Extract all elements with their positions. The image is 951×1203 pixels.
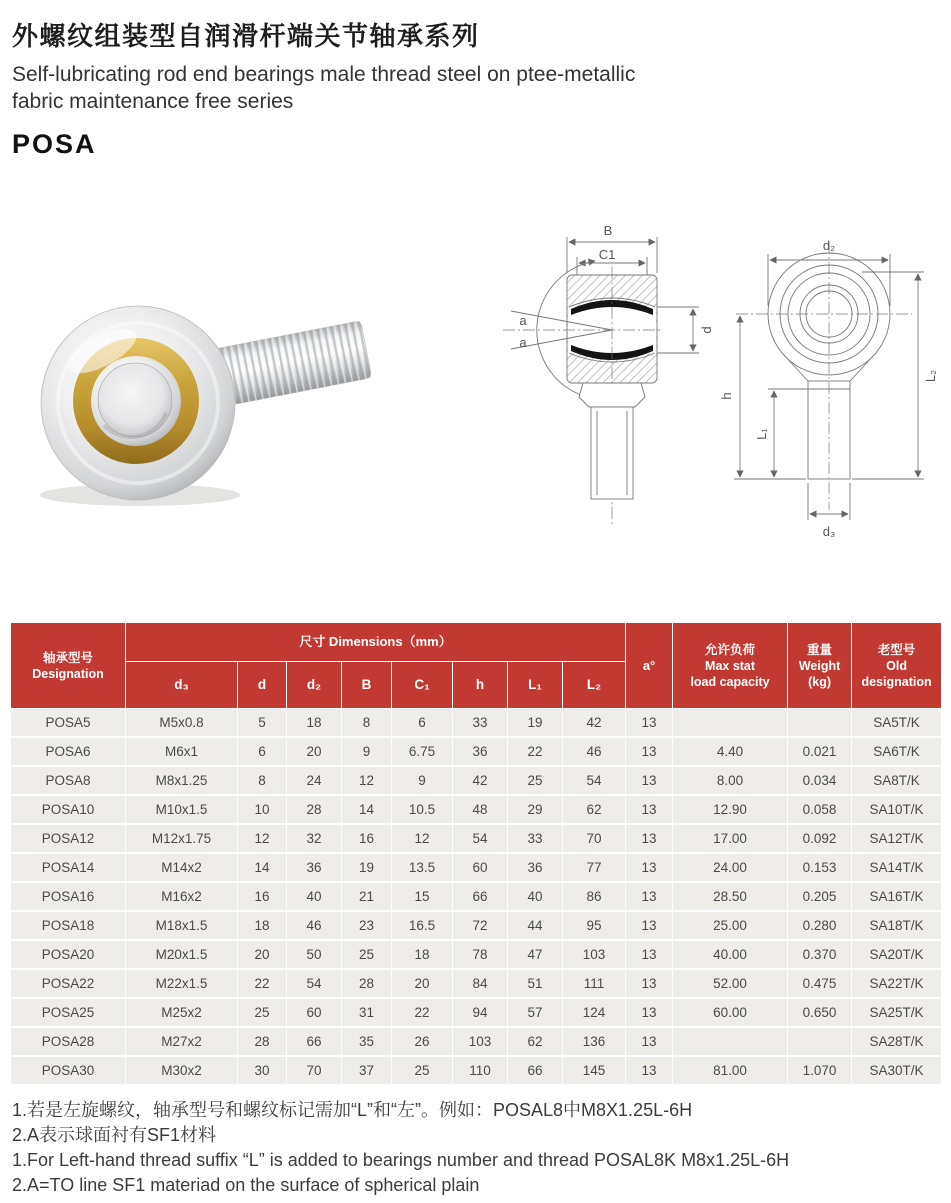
cell-d3: M27x2	[126, 1027, 238, 1056]
cell-L2: 111	[563, 969, 626, 998]
cell-d: 30	[238, 1056, 287, 1085]
footer-notes	[12, 1098, 942, 1198]
designation-zh: 轴承型号	[42, 650, 93, 665]
cell-C1: 20	[392, 969, 453, 998]
page-title-zh: 外螺纹组装型自润滑杆端关节轴承系列	[12, 21, 480, 51]
cell-L1: 19	[508, 709, 563, 738]
cell-old: SA14T/K	[852, 853, 942, 882]
cell-h: 94	[453, 998, 508, 1027]
cell-d2: 24	[287, 766, 342, 795]
cell-weight: 0.092	[788, 824, 852, 853]
cell-B: 16	[342, 824, 392, 853]
cell-C1: 26	[392, 1027, 453, 1056]
cell-weight: 0.153	[788, 853, 852, 882]
cell-load: 40.00	[673, 940, 788, 969]
cell-a: 13	[626, 853, 673, 882]
cell-load: 60.00	[673, 998, 788, 1027]
cell-L1: 66	[508, 1056, 563, 1085]
table-row	[11, 795, 942, 824]
cell-C1: 13.5	[392, 853, 453, 882]
cell-d: 14	[238, 853, 287, 882]
cell-weight: 0.370	[788, 940, 852, 969]
cell-weight: 1.070	[788, 1056, 852, 1085]
cell-L2: 62	[563, 795, 626, 824]
cell-B: 21	[342, 882, 392, 911]
cell-designation: POSA16	[11, 882, 126, 911]
page-header	[12, 16, 832, 160]
cell-load: 25.00	[673, 911, 788, 940]
cell-d2: 20	[287, 737, 342, 766]
cell-d3: M25x2	[126, 998, 238, 1027]
dim-label-a-upper: a	[519, 313, 527, 328]
cell-d3: M16x2	[126, 882, 238, 911]
cell-h: 42	[453, 766, 508, 795]
cell-B: 8	[342, 709, 392, 738]
cell-old: SA22T/K	[852, 969, 942, 998]
cell-designation: POSA6	[11, 737, 126, 766]
cell-d2: 40	[287, 882, 342, 911]
spec-table	[10, 622, 942, 1086]
drawing-cross-section	[495, 215, 730, 545]
col-header-d: d	[238, 662, 287, 709]
cell-d2: 18	[287, 709, 342, 738]
cell-d3: M12x1.75	[126, 824, 238, 853]
cell-h: 72	[453, 911, 508, 940]
cell-old: SA6T/K	[852, 737, 942, 766]
cell-a: 13	[626, 824, 673, 853]
cell-d2: 28	[287, 795, 342, 824]
cell-d3: M5x0.8	[126, 709, 238, 738]
cell-C1: 10.5	[392, 795, 453, 824]
cell-old: SA16T/K	[852, 882, 942, 911]
drawing-front-view	[712, 208, 948, 548]
col-group-dimensions: 尺寸 Dimensions（mm）	[126, 623, 626, 662]
cell-L1: 44	[508, 911, 563, 940]
cell-C1: 6.75	[392, 737, 453, 766]
cell-load: 4.40	[673, 737, 788, 766]
table-body	[11, 709, 942, 1086]
cell-d: 10	[238, 795, 287, 824]
cell-designation: POSA12	[11, 824, 126, 853]
cell-L1: 51	[508, 969, 563, 998]
cell-C1: 22	[392, 998, 453, 1027]
cell-d3: M20x1.5	[126, 940, 238, 969]
cell-h: 110	[453, 1056, 508, 1085]
col-header-angle: a°	[626, 623, 673, 709]
cell-B: 25	[342, 940, 392, 969]
cell-designation: POSA18	[11, 911, 126, 940]
cell-d: 12	[238, 824, 287, 853]
cell-load: 28.50	[673, 882, 788, 911]
note-zh-1: 1.若是左旋螺纹，轴承型号和螺纹标记需加“L”和“左”。例如：POSAL8中M8X1.25L-6H	[12, 1100, 693, 1120]
cell-designation: POSA22	[11, 969, 126, 998]
cell-L2: 70	[563, 824, 626, 853]
table-row	[11, 737, 942, 766]
table-row	[11, 998, 942, 1027]
cell-old: SA20T/K	[852, 940, 942, 969]
cell-a: 13	[626, 911, 673, 940]
cell-old: SA8T/K	[852, 766, 942, 795]
cell-d: 28	[238, 1027, 287, 1056]
cell-weight	[788, 709, 852, 738]
cell-d3: M10x1.5	[126, 795, 238, 824]
cell-designation: POSA8	[11, 766, 126, 795]
cell-old: SA10T/K	[852, 795, 942, 824]
cell-old: SA28T/K	[852, 1027, 942, 1056]
cell-L2: 95	[563, 911, 626, 940]
cell-weight: 0.650	[788, 998, 852, 1027]
col-header-C1: C₁	[392, 662, 453, 709]
cell-L2: 136	[563, 1027, 626, 1056]
cell-B: 28	[342, 969, 392, 998]
col-header-load	[673, 623, 788, 709]
cell-a: 13	[626, 795, 673, 824]
cell-B: 37	[342, 1056, 392, 1085]
cell-weight: 0.021	[788, 737, 852, 766]
table-header	[11, 623, 942, 709]
cell-d: 16	[238, 882, 287, 911]
cell-load: 52.00	[673, 969, 788, 998]
cell-B: 35	[342, 1027, 392, 1056]
col-header-B: B	[342, 662, 392, 709]
cell-designation: POSA10	[11, 795, 126, 824]
cell-d2: 60	[287, 998, 342, 1027]
cell-C1: 25	[392, 1056, 453, 1085]
cell-L1: 40	[508, 882, 563, 911]
dim-label-a-lower: a	[519, 335, 527, 350]
cell-h: 103	[453, 1027, 508, 1056]
table-row	[11, 1027, 942, 1056]
cell-weight: 0.475	[788, 969, 852, 998]
cell-old: SA25T/K	[852, 998, 942, 1027]
cell-h: 48	[453, 795, 508, 824]
cell-L1: 36	[508, 853, 563, 882]
table-row	[11, 911, 942, 940]
cell-L1: 33	[508, 824, 563, 853]
load-zh: 允许负荷	[705, 642, 756, 657]
cell-a: 13	[626, 1027, 673, 1056]
note-zh-2: 2.A表示球面衬有SF1材料	[12, 1125, 217, 1145]
page-title-en-line2: fabric maintenance free series	[12, 90, 294, 113]
bore-hole	[98, 363, 172, 437]
table-row	[11, 853, 942, 882]
old-en-1: Old	[886, 658, 907, 673]
cell-load: 12.90	[673, 795, 788, 824]
cell-d: 22	[238, 969, 287, 998]
cell-L2: 145	[563, 1056, 626, 1085]
page-title-en-line1: Self-lubricating rod end bearings male thread steel on ptee-metallic	[12, 63, 636, 86]
cell-L1: 25	[508, 766, 563, 795]
cell-weight: 0.058	[788, 795, 852, 824]
cell-B: 12	[342, 766, 392, 795]
weight-en: Weight	[798, 658, 841, 673]
col-header-d2: d₂	[287, 662, 342, 709]
cell-a: 13	[626, 737, 673, 766]
cell-old: SA5T/K	[852, 709, 942, 738]
cell-d2: 50	[287, 940, 342, 969]
cell-L1: 29	[508, 795, 563, 824]
load-en-2: load capacity	[690, 674, 770, 689]
cell-d2: 66	[287, 1027, 342, 1056]
table-row	[11, 1056, 942, 1085]
cell-load	[673, 709, 788, 738]
cell-L2: 54	[563, 766, 626, 795]
col-header-h: h	[453, 662, 508, 709]
cell-load	[673, 1027, 788, 1056]
dim-label-d2: d₂	[822, 238, 836, 253]
cell-d2: 36	[287, 853, 342, 882]
table-row	[11, 882, 942, 911]
cell-d3: M18x1.5	[126, 911, 238, 940]
col-header-old-designation	[852, 623, 942, 709]
cell-L1: 47	[508, 940, 563, 969]
cell-L2: 86	[563, 882, 626, 911]
cell-h: 84	[453, 969, 508, 998]
cell-weight: 0.034	[788, 766, 852, 795]
weight-unit: (kg)	[808, 674, 831, 689]
col-header-L2: L₂	[563, 662, 626, 709]
cell-d2: 70	[287, 1056, 342, 1085]
cell-L2: 124	[563, 998, 626, 1027]
cell-load: 24.00	[673, 853, 788, 882]
cell-a: 13	[626, 1056, 673, 1085]
cell-C1: 18	[392, 940, 453, 969]
cell-d: 5	[238, 709, 287, 738]
dim-label-d: d	[699, 326, 714, 334]
cell-h: 66	[453, 882, 508, 911]
cell-d3: M14x2	[126, 853, 238, 882]
table-row	[11, 824, 942, 853]
cell-old: SA18T/K	[852, 911, 942, 940]
cell-d2: 32	[287, 824, 342, 853]
dim-label-h: h	[719, 392, 734, 400]
product-photo	[20, 285, 385, 515]
cell-C1: 6	[392, 709, 453, 738]
table-row	[11, 940, 942, 969]
cell-L1: 57	[508, 998, 563, 1027]
cell-designation: POSA20	[11, 940, 126, 969]
cell-C1: 15	[392, 882, 453, 911]
cell-h: 36	[453, 737, 508, 766]
table-row	[11, 766, 942, 795]
figure-area	[0, 200, 951, 580]
cell-L2: 46	[563, 737, 626, 766]
cell-h: 33	[453, 709, 508, 738]
dim-label-C1: C1	[598, 247, 616, 262]
cell-B: 31	[342, 998, 392, 1027]
col-header-weight	[788, 623, 852, 709]
weight-zh: 重量	[807, 642, 833, 657]
series-code: POSA	[12, 129, 97, 159]
cell-designation: POSA5	[11, 709, 126, 738]
table-row	[11, 709, 942, 738]
cell-weight: 0.205	[788, 882, 852, 911]
table-row	[11, 969, 942, 998]
cell-d2: 46	[287, 911, 342, 940]
cell-L1: 62	[508, 1027, 563, 1056]
cell-weight	[788, 1027, 852, 1056]
cell-d3: M6x1	[126, 737, 238, 766]
cell-d3: M8x1.25	[126, 766, 238, 795]
col-header-designation	[11, 623, 126, 709]
cell-C1: 12	[392, 824, 453, 853]
cell-d2: 54	[287, 969, 342, 998]
cell-h: 60	[453, 853, 508, 882]
page-title-en	[12, 61, 832, 115]
cell-C1: 16.5	[392, 911, 453, 940]
cell-d: 6	[238, 737, 287, 766]
cell-designation: POSA28	[11, 1027, 126, 1056]
cell-B: 23	[342, 911, 392, 940]
cell-B: 19	[342, 853, 392, 882]
cell-L2: 103	[563, 940, 626, 969]
cell-designation: POSA14	[11, 853, 126, 882]
cell-d: 25	[238, 998, 287, 1027]
cell-C1: 9	[392, 766, 453, 795]
col-header-L1: L₁	[508, 662, 563, 709]
cell-load: 8.00	[673, 766, 788, 795]
cell-a: 13	[626, 766, 673, 795]
old-en-2: designation	[861, 674, 932, 689]
cell-load: 17.00	[673, 824, 788, 853]
cell-d3: M30x2	[126, 1056, 238, 1085]
cell-h: 54	[453, 824, 508, 853]
cell-d3: M22x1.5	[126, 969, 238, 998]
load-en-1: Max stat	[705, 658, 756, 673]
cell-B: 14	[342, 795, 392, 824]
cell-d: 8	[238, 766, 287, 795]
cell-a: 13	[626, 969, 673, 998]
cell-a: 13	[626, 709, 673, 738]
dim-label-d3: d₃	[822, 524, 836, 539]
cell-L2: 42	[563, 709, 626, 738]
cell-load: 81.00	[673, 1056, 788, 1085]
dim-label-L1: L₁	[754, 428, 769, 440]
cell-L2: 77	[563, 853, 626, 882]
cell-a: 13	[626, 998, 673, 1027]
cell-L1: 22	[508, 737, 563, 766]
cell-old: SA30T/K	[852, 1056, 942, 1085]
cell-a: 13	[626, 940, 673, 969]
cell-designation: POSA30	[11, 1056, 126, 1085]
cell-old: SA12T/K	[852, 824, 942, 853]
note-en-1: 1.For Left-hand thread suffix “L” is added to bearings number and thread POSAL8K M8x1.25L-6H	[12, 1150, 790, 1170]
old-zh: 老型号	[877, 642, 916, 657]
cell-weight: 0.280	[788, 911, 852, 940]
cell-B: 9	[342, 737, 392, 766]
cell-h: 78	[453, 940, 508, 969]
note-en-2: 2.A=TO line SF1 materiad on the surface of spherical plain	[12, 1175, 480, 1195]
cell-a: 13	[626, 882, 673, 911]
col-header-d3: d₃	[126, 662, 238, 709]
designation-en: Designation	[32, 666, 104, 681]
dim-label-B: B	[603, 223, 613, 238]
cell-d: 18	[238, 911, 287, 940]
cell-d: 20	[238, 940, 287, 969]
cell-designation: POSA25	[11, 998, 126, 1027]
dim-label-L2: L₂	[923, 369, 938, 383]
